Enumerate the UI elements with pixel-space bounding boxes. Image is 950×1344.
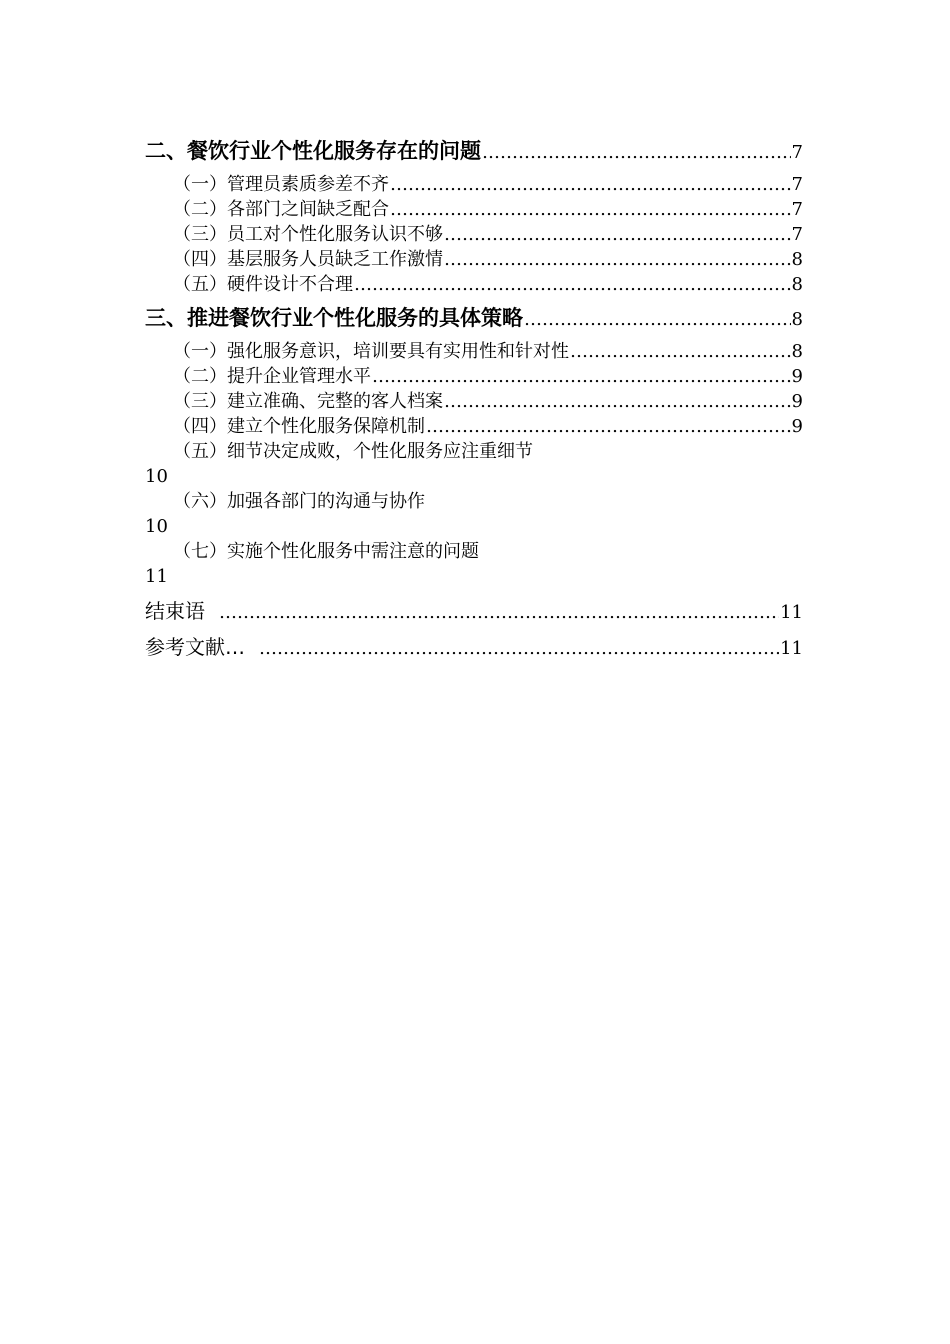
toc-page-number: 9 (791, 366, 803, 387)
toc-entry[interactable] (145, 222, 803, 247)
toc-page-number: 7 (791, 174, 803, 195)
toc-entry[interactable] (145, 439, 803, 489)
toc-leader-dots (354, 272, 791, 297)
toc-entry-title: （七）实施个性化服务中需注意的问题 (173, 541, 479, 562)
toc-entry-title: （三）建立准确、完整的客人档案 (173, 391, 443, 412)
toc-leader-dots (444, 247, 791, 272)
toc-entry-title: （四）建立个性化服务保障机制 (173, 416, 425, 437)
toc-page-number: 8 (791, 341, 803, 362)
toc-entry[interactable] (145, 489, 803, 539)
toc-leader-dots (482, 136, 791, 170)
toc-section-title: 三、推进餐饮行业个性化服务的具体策略 (145, 306, 523, 330)
toc-page-number: 9 (791, 391, 803, 412)
toc-page-number: 11 (145, 566, 168, 587)
toc-entry-title: （六）加强各部门的沟通与协作 (173, 491, 425, 512)
toc-entry[interactable] (145, 539, 803, 589)
toc-leader-dots (372, 364, 791, 389)
toc-page-number: 10 (145, 466, 168, 487)
toc-references[interactable] (145, 629, 803, 665)
toc-section-2[interactable] (145, 134, 803, 168)
toc-section-3[interactable] (145, 301, 803, 335)
toc-page-number: 11 (780, 638, 803, 659)
toc-entry[interactable] (145, 364, 803, 389)
toc-section-title: 二、餐饮行业个性化服务存在的问题 (145, 139, 481, 163)
toc-page-number: 7 (791, 224, 803, 245)
toc-page-number: 10 (145, 516, 168, 537)
toc-entry[interactable] (145, 339, 803, 364)
table-of-contents (145, 134, 803, 665)
toc-entry-title: （四）基层服务人员缺乏工作激情 (173, 249, 443, 270)
toc-entry-title: （一）管理员素质参差不齐 (173, 174, 389, 195)
toc-entry-title: （五）硬件设计不合理 (173, 274, 353, 295)
toc-entry[interactable] (145, 389, 803, 414)
toc-entry-title: （三）员工对个性化服务认识不够 (173, 224, 443, 245)
toc-page-number: 7 (791, 199, 803, 220)
toc-entry[interactable] (145, 414, 803, 439)
toc-page-number: 8 (791, 309, 803, 330)
toc-entry-title: （二）各部门之间缺乏配合 (173, 199, 389, 220)
toc-entry-title: 结束语 (145, 599, 205, 623)
toc-page-number: 9 (791, 416, 803, 437)
toc-entry-title: （一）强化服务意识，培训要具有实用性和针对性 (173, 341, 569, 362)
toc-leader-dots (390, 197, 791, 222)
toc-entry-title: （二）提升企业管理水平 (173, 366, 371, 387)
toc-entry[interactable] (145, 272, 803, 297)
toc-entry-title: 参考文献… (145, 635, 245, 659)
toc-leader-dots (426, 414, 791, 439)
toc-leader-dots (444, 389, 791, 414)
toc-leader-dots (524, 303, 791, 337)
toc-page-number: 8 (791, 249, 803, 270)
toc-leader-dots (259, 631, 779, 667)
toc-conclusion[interactable] (145, 593, 803, 629)
toc-entry-title: （五）细节决定成败，个性化服务应注重细节 (173, 441, 533, 462)
toc-entry[interactable] (145, 197, 803, 222)
toc-page-number: 7 (791, 142, 803, 163)
toc-page-number: 8 (791, 274, 803, 295)
toc-leader-dots (570, 339, 791, 364)
toc-leader-dots (444, 222, 791, 247)
toc-leader-dots (219, 595, 779, 631)
toc-entry[interactable] (145, 247, 803, 272)
toc-leader-dots (390, 172, 791, 197)
toc-entry[interactable] (145, 172, 803, 197)
toc-page-number: 11 (780, 602, 803, 623)
